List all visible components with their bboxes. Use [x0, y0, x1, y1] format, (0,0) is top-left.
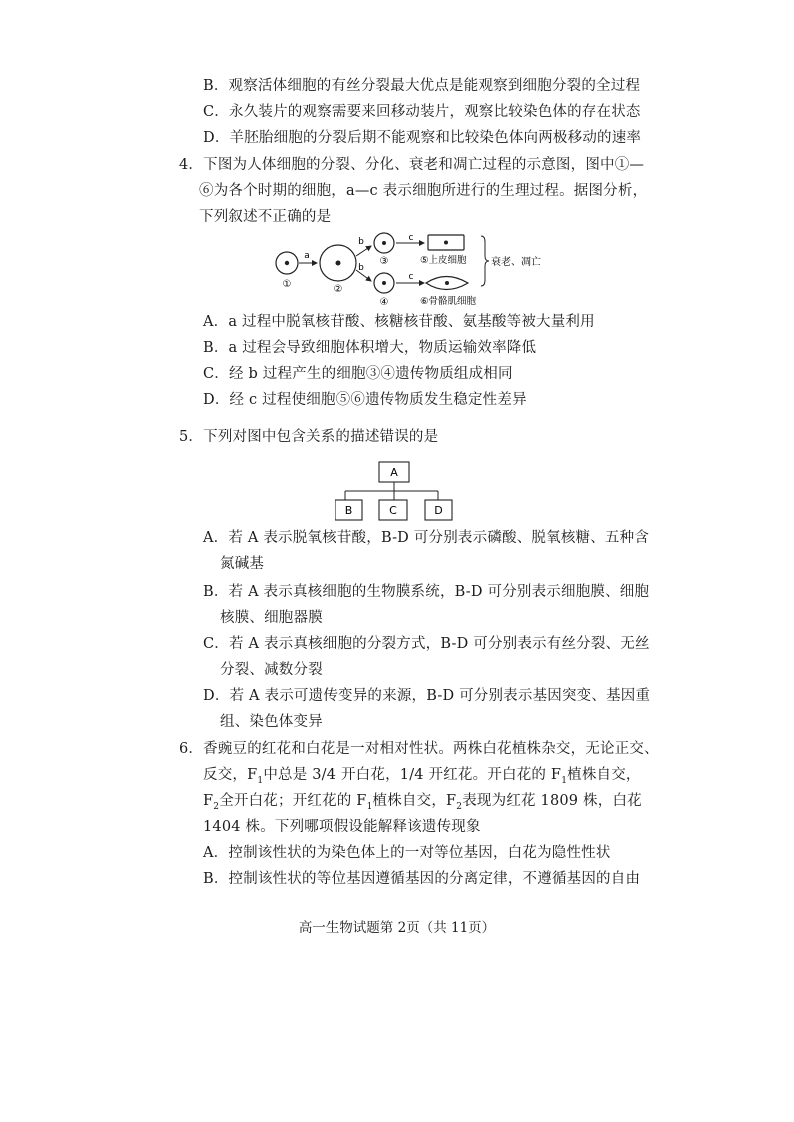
cell-1-label: ① — [282, 279, 292, 290]
q6-stem-line1: 6．香豌豆的红花和白花是一对相对性状。两株白花植株杂交，无论正交、 — [179, 741, 659, 757]
q5-option-b-line1: B．若 A 表示真核细胞的生物膜系统，B-D 可分别表示细胞膜、细胞 — [203, 584, 650, 600]
q6-option-a: A．控制该性状的为染色体上的一对等位基因，白花为隐性性状 — [203, 845, 611, 861]
cell-3-icon — [374, 233, 394, 253]
q5-option-c-line1: C．若 A 表示真核细胞的分裂方式，B-D 可分别表示有丝分裂、无丝 — [203, 636, 650, 652]
q3-option-c: C．永久装片的观察需要来回移动装片，观察比较染色体的存在状态 — [203, 104, 641, 120]
arrow-c2-label: c — [408, 272, 414, 282]
fate-label: 衰老、凋亡 — [491, 257, 541, 268]
q5-stem: 5．下列对图中包含关系的描述错误的是 — [179, 429, 439, 445]
muscle-cell-icon — [426, 277, 468, 290]
q4-stem-line2: ⑥为各个时期的细胞，a—c 表示细胞所进行的生理过程。据图分析， — [199, 183, 648, 199]
box-c-label: C — [389, 504, 397, 517]
q4-option-a: A．a 过程中脱氧核苷酸、核糖核苷酸、氨基酸等被大量利用 — [203, 314, 595, 330]
q4-option-d: D．经 c 过程使细胞⑤⑥遗传物质发生稳定性差异 — [203, 392, 527, 408]
box-a-label: A — [390, 466, 398, 479]
box-b-label: B — [344, 504, 353, 517]
q5-option-d-line1: D．若 A 表示可遗传变异的来源，B-D 可分别表示基因突变、基因重 — [203, 688, 651, 704]
cell-4-label: ④ — [379, 297, 389, 308]
q6-stem-line4: 1404 株。下列哪项假设能解释该遗传现象 — [203, 819, 481, 835]
cell-3-label: ③ — [379, 256, 389, 267]
epithelial-cell-icon — [428, 235, 464, 250]
cell-1-icon — [276, 252, 298, 274]
q6-option-b: B．控制该性状的等位基因遵循基因的分离定律，不遵循基因的自由 — [203, 871, 641, 887]
q6-stem-line2: 反交，$F_1$中总是 3/4 开白花，1/4 开红花。开白花的 $F_1$植株自交， — [203, 767, 641, 786]
cell-4-icon — [374, 273, 394, 293]
q5-option-a-line2: 氮碱基 — [220, 556, 265, 572]
cell-6-label: ⑥骨骼肌细胞 — [420, 296, 477, 307]
cell-5-label: ⑤上皮细胞 — [420, 255, 467, 266]
q6-stem-line3: $F_2$全开白花；开红花的 $F_1$植株自交，$F_2$表现为红花 1809 株，白花 — [203, 793, 642, 812]
containment-diagram — [335, 458, 465, 524]
q3-option-d: D．羊胚胎细胞的分裂后期不能观察和比较染色体向两极移动的速率 — [203, 130, 642, 146]
q5-option-a-line1: A．若 A 表示脱氧核苷酸，B-D 可分别表示磷酸、脱氧核糖、五种含 — [203, 530, 650, 546]
q3-option-b: B．观察活体细胞的有丝分裂最大优点是能观察到细胞分裂的全过程 — [203, 78, 641, 94]
q5-option-b-line2: 核膜、细胞器膜 — [220, 610, 323, 626]
arrow-a-label: a — [304, 251, 310, 261]
q4-stem-line1: 4．下图为人体细胞的分裂、分化、衰老和凋亡过程的示意图，图中①— — [179, 157, 645, 173]
q4-stem-line3: 下列叙述不正确的是 — [199, 209, 332, 225]
arrow-b2-label: b — [358, 263, 364, 273]
box-d-label: D — [434, 504, 443, 517]
brace-icon — [481, 236, 489, 286]
cell-2-label: ② — [333, 284, 343, 295]
q5-option-c-line2: 分裂、减数分裂 — [220, 662, 323, 678]
q4-option-b: B．a 过程会导致细胞体积增大，物质运输效率降低 — [203, 340, 537, 356]
q5-option-d-line2: 组、染色体变异 — [220, 714, 323, 730]
arrow-b1-label: b — [358, 237, 364, 247]
cell-process-diagram — [270, 230, 560, 310]
cell-2-icon — [320, 245, 356, 281]
arrow-c1-label: c — [408, 233, 414, 243]
q4-option-c: C．经 b 过程产生的细胞③④遗传物质组成相同 — [203, 366, 513, 382]
page-footer: 高一生物试题第 2页（共 11页） — [298, 920, 496, 936]
